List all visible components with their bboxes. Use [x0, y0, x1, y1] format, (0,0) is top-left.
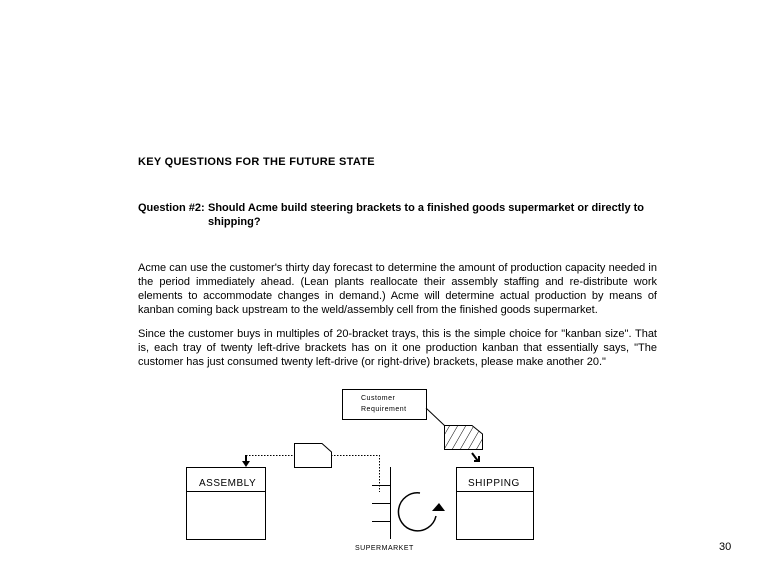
customer-requirement-label-line2: Requirement: [361, 406, 407, 413]
paragraph: Since the customer buys in multiples of 20-bracket trays, this is the simple choice for "kanban size". That is, each tray of twenty left-drive brackets has on it one production kanban that essentially says, "The customer has just consumed twenty left-drive (or right-drive) brackets, please make another 20.": [138, 328, 657, 368]
question-label: Question #2:: [138, 202, 205, 214]
shipping-label: SHIPPING: [468, 478, 520, 489]
customer-requirement-label-line1: Customer: [361, 395, 396, 402]
section-heading: KEY QUESTIONS FOR THE FUTURE STATE: [138, 156, 375, 168]
production-kanban-icon: [295, 444, 332, 468]
page-number: 30: [719, 541, 732, 553]
connector-line: [426, 408, 445, 426]
down-arrow-icon: [242, 461, 250, 467]
question-text: Should Acme build steering brackets to a finished goods supermarket or directly to shipping?: [208, 202, 645, 228]
supermarket-icon: [372, 467, 391, 539]
shipping-arrow-icon: [472, 453, 479, 461]
paragraph: Acme can use the customer's thirty day forecast to determine the amount of production capacity needed in the period immediately ahead. (Lean plants reallocate their assembly staffing and re-distribute work elements to accommodate changes in demand.) Acme will determine actual production by means of kanban coming back upstream to the weld/assembly cell from the finished goods supermarket.: [138, 262, 657, 316]
assembly-label: ASSEMBLY: [199, 478, 257, 489]
supermarket-label: SUPERMARKET: [355, 545, 414, 552]
pull-cycle-icon: [398, 493, 445, 531]
withdrawal-kanban-icon: [445, 426, 483, 450]
